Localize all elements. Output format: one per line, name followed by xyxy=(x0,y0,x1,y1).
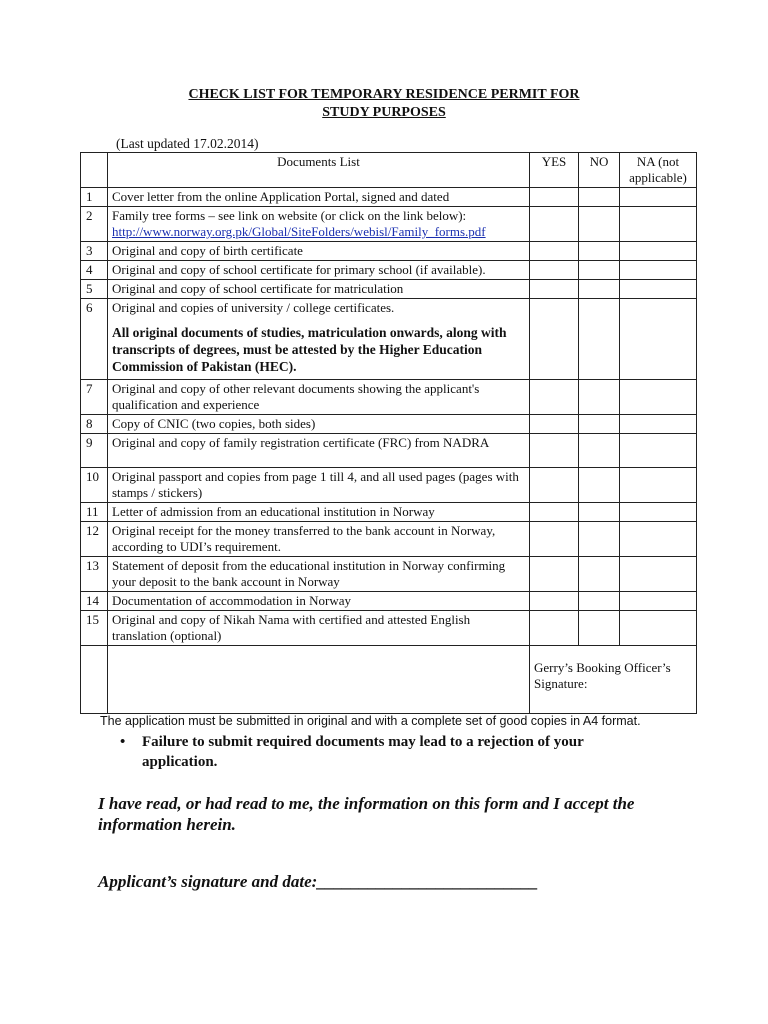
row-number: 11 xyxy=(81,503,108,522)
document-text: Letter of admission from an educational institution in Norway xyxy=(112,504,435,519)
na-header: NA (not applicable) xyxy=(620,153,697,188)
document-cell xyxy=(108,415,530,434)
yes-checkbox-cell[interactable] xyxy=(530,188,579,207)
na-checkbox-cell[interactable] xyxy=(620,434,697,468)
last-updated-date: (Last updated 17.02.2014) xyxy=(116,136,259,151)
document-text: Original and copy of other relevant documents showing the applicant's qualification and experience xyxy=(112,381,480,412)
table-row xyxy=(81,468,697,503)
na-checkbox-cell[interactable] xyxy=(620,188,697,207)
document-text: Cover letter from the online Application Portal, signed and dated xyxy=(112,189,450,204)
number-header xyxy=(81,153,108,188)
bullet-icon: • xyxy=(120,734,126,750)
document-cell xyxy=(108,207,530,242)
na-checkbox-cell[interactable] xyxy=(620,611,697,646)
document-cell xyxy=(108,242,530,261)
page-title-line-2: STUDY PURPOSES xyxy=(322,105,446,120)
yes-checkbox-cell[interactable] xyxy=(530,503,579,522)
document-cell xyxy=(108,434,530,468)
no-checkbox-cell[interactable] xyxy=(579,207,620,242)
signature-row xyxy=(81,646,697,714)
document-text: Original passport and copies from page 1 till 4, and all used pages (pages with stamps / stickers) xyxy=(112,469,519,500)
document-cell xyxy=(108,280,530,299)
yes-checkbox-cell[interactable] xyxy=(530,242,579,261)
document-text: Original and copy of family registration certificate (FRC) from NADRA xyxy=(112,435,490,450)
yes-checkbox-cell[interactable] xyxy=(530,261,579,280)
no-checkbox-cell[interactable] xyxy=(579,242,620,261)
na-checkbox-cell[interactable] xyxy=(620,468,697,503)
row-number: 6 xyxy=(81,299,108,380)
empty-cell xyxy=(108,646,530,714)
row-number: 5 xyxy=(81,280,108,299)
no-checkbox-cell[interactable] xyxy=(579,415,620,434)
yes-checkbox-cell[interactable] xyxy=(530,611,579,646)
no-checkbox-cell[interactable] xyxy=(579,522,620,557)
document-text: Copy of CNIC (two copies, both sides) xyxy=(112,416,316,431)
page-title-line-1: CHECK LIST FOR TEMPORARY RESIDENCE PERMIT FOR xyxy=(188,87,580,102)
document-cell xyxy=(108,611,530,646)
document-cell xyxy=(108,592,530,611)
table-row xyxy=(81,522,697,557)
no-checkbox-cell[interactable] xyxy=(579,188,620,207)
na-checkbox-cell[interactable] xyxy=(620,242,697,261)
yes-checkbox-cell[interactable] xyxy=(530,557,579,592)
table-row xyxy=(81,415,697,434)
declaration-text: I have read, or had read to me, the information on this form and I accept the information herein. xyxy=(98,794,635,834)
row-number: 14 xyxy=(81,592,108,611)
no-checkbox-cell[interactable] xyxy=(579,434,620,468)
yes-checkbox-cell[interactable] xyxy=(530,415,579,434)
document-cell xyxy=(108,468,530,503)
no-checkbox-cell[interactable] xyxy=(579,592,620,611)
table-row xyxy=(81,503,697,522)
checklist-table xyxy=(80,152,697,714)
na-checkbox-cell[interactable] xyxy=(620,503,697,522)
yes-checkbox-cell[interactable] xyxy=(530,299,579,380)
family-forms-link[interactable]: http://www.norway.org.pk/Global/SiteFolders/webisl/Family_forms.pdf xyxy=(112,224,486,239)
table-row xyxy=(81,434,697,468)
no-checkbox-cell[interactable] xyxy=(579,261,620,280)
table-row xyxy=(81,380,697,415)
yes-checkbox-cell[interactable] xyxy=(530,280,579,299)
table-row xyxy=(81,242,697,261)
table-row xyxy=(81,611,697,646)
na-checkbox-cell[interactable] xyxy=(620,380,697,415)
booking-officer-signature[interactable]: Gerry’s Booking Officer’s Signature: xyxy=(530,646,697,714)
na-checkbox-cell[interactable] xyxy=(620,592,697,611)
row-number: 7 xyxy=(81,380,108,415)
document-cell xyxy=(108,503,530,522)
table-row xyxy=(81,299,697,380)
yes-header: YES xyxy=(530,153,579,188)
row-number: 4 xyxy=(81,261,108,280)
na-checkbox-cell[interactable] xyxy=(620,299,697,380)
row-number: 8 xyxy=(81,415,108,434)
yes-checkbox-cell[interactable] xyxy=(530,468,579,503)
document-cell xyxy=(108,557,530,592)
document-text: Statement of deposit from the educational institution in Norway confirming your deposit to the bank account in Norway xyxy=(112,558,506,589)
document-cell xyxy=(108,188,530,207)
document-cell xyxy=(108,261,530,280)
no-checkbox-cell[interactable] xyxy=(579,503,620,522)
yes-checkbox-cell[interactable] xyxy=(530,522,579,557)
document-text: Original and copy of school certificate for primary school (if available). xyxy=(112,262,486,277)
table-row xyxy=(81,592,697,611)
table-header-row xyxy=(81,153,697,188)
document-text: Documentation of accommodation in Norway xyxy=(112,593,351,608)
applicant-signature-line: Applicant’s signature and date:__________________________ xyxy=(98,872,539,891)
row-number: 9 xyxy=(81,434,108,468)
document-text: Original receipt for the money transferred to the bank account in Norway, according to UDI’s requirement. xyxy=(112,523,496,554)
no-header: NO xyxy=(579,153,620,188)
table-row xyxy=(81,280,697,299)
document-text: Original and copies of university / college certificates. xyxy=(112,300,395,315)
row-number: 2 xyxy=(81,207,108,242)
na-checkbox-cell[interactable] xyxy=(620,557,697,592)
no-checkbox-cell[interactable] xyxy=(579,611,620,646)
documents-list-header: Documents List xyxy=(108,153,530,188)
submission-note: The application must be submitted in original and with a complete set of good copies in A4 format. xyxy=(100,714,641,728)
no-checkbox-cell[interactable] xyxy=(579,557,620,592)
document-text: Original and copy of school certificate for matriculation xyxy=(112,281,404,296)
yes-checkbox-cell[interactable] xyxy=(530,207,579,242)
row-number: 3 xyxy=(81,242,108,261)
row-number: 13 xyxy=(81,557,108,592)
na-checkbox-cell[interactable] xyxy=(620,280,697,299)
yes-checkbox-cell[interactable] xyxy=(530,380,579,415)
rejection-warning-text: Failure to submit required documents may lead to a rejection of your application. xyxy=(142,734,584,770)
hec-attestation-note: All original documents of studies, matriculation onwards, along with transcripts of degrees, must be attested by the Higher Education Commission of Pakistan (HEC). xyxy=(112,325,507,374)
row-number: 10 xyxy=(81,468,108,503)
yes-checkbox-cell[interactable] xyxy=(530,592,579,611)
table-row xyxy=(81,557,697,592)
document-text: Original and copy of birth certificate xyxy=(112,243,303,258)
na-checkbox-cell[interactable] xyxy=(620,207,697,242)
table-row xyxy=(81,188,697,207)
no-checkbox-cell[interactable] xyxy=(579,280,620,299)
document-cell xyxy=(108,299,530,380)
table-row xyxy=(81,207,697,242)
document-cell xyxy=(108,380,530,415)
empty-cell xyxy=(81,646,108,714)
document-text: Family tree forms – see link on website (or click on the link below): xyxy=(112,208,467,223)
yes-checkbox-cell[interactable] xyxy=(530,434,579,468)
na-checkbox-cell[interactable] xyxy=(620,522,697,557)
document-cell xyxy=(108,522,530,557)
no-checkbox-cell[interactable] xyxy=(579,380,620,415)
na-checkbox-cell[interactable] xyxy=(620,261,697,280)
na-checkbox-cell[interactable] xyxy=(620,415,697,434)
row-number: 15 xyxy=(81,611,108,646)
no-checkbox-cell[interactable] xyxy=(579,299,620,380)
no-checkbox-cell[interactable] xyxy=(579,468,620,503)
row-number: 12 xyxy=(81,522,108,557)
document-text: Original and copy of Nikah Nama with certified and attested English translation (optional) xyxy=(112,612,471,643)
row-number: 1 xyxy=(81,188,108,207)
table-row xyxy=(81,261,697,280)
